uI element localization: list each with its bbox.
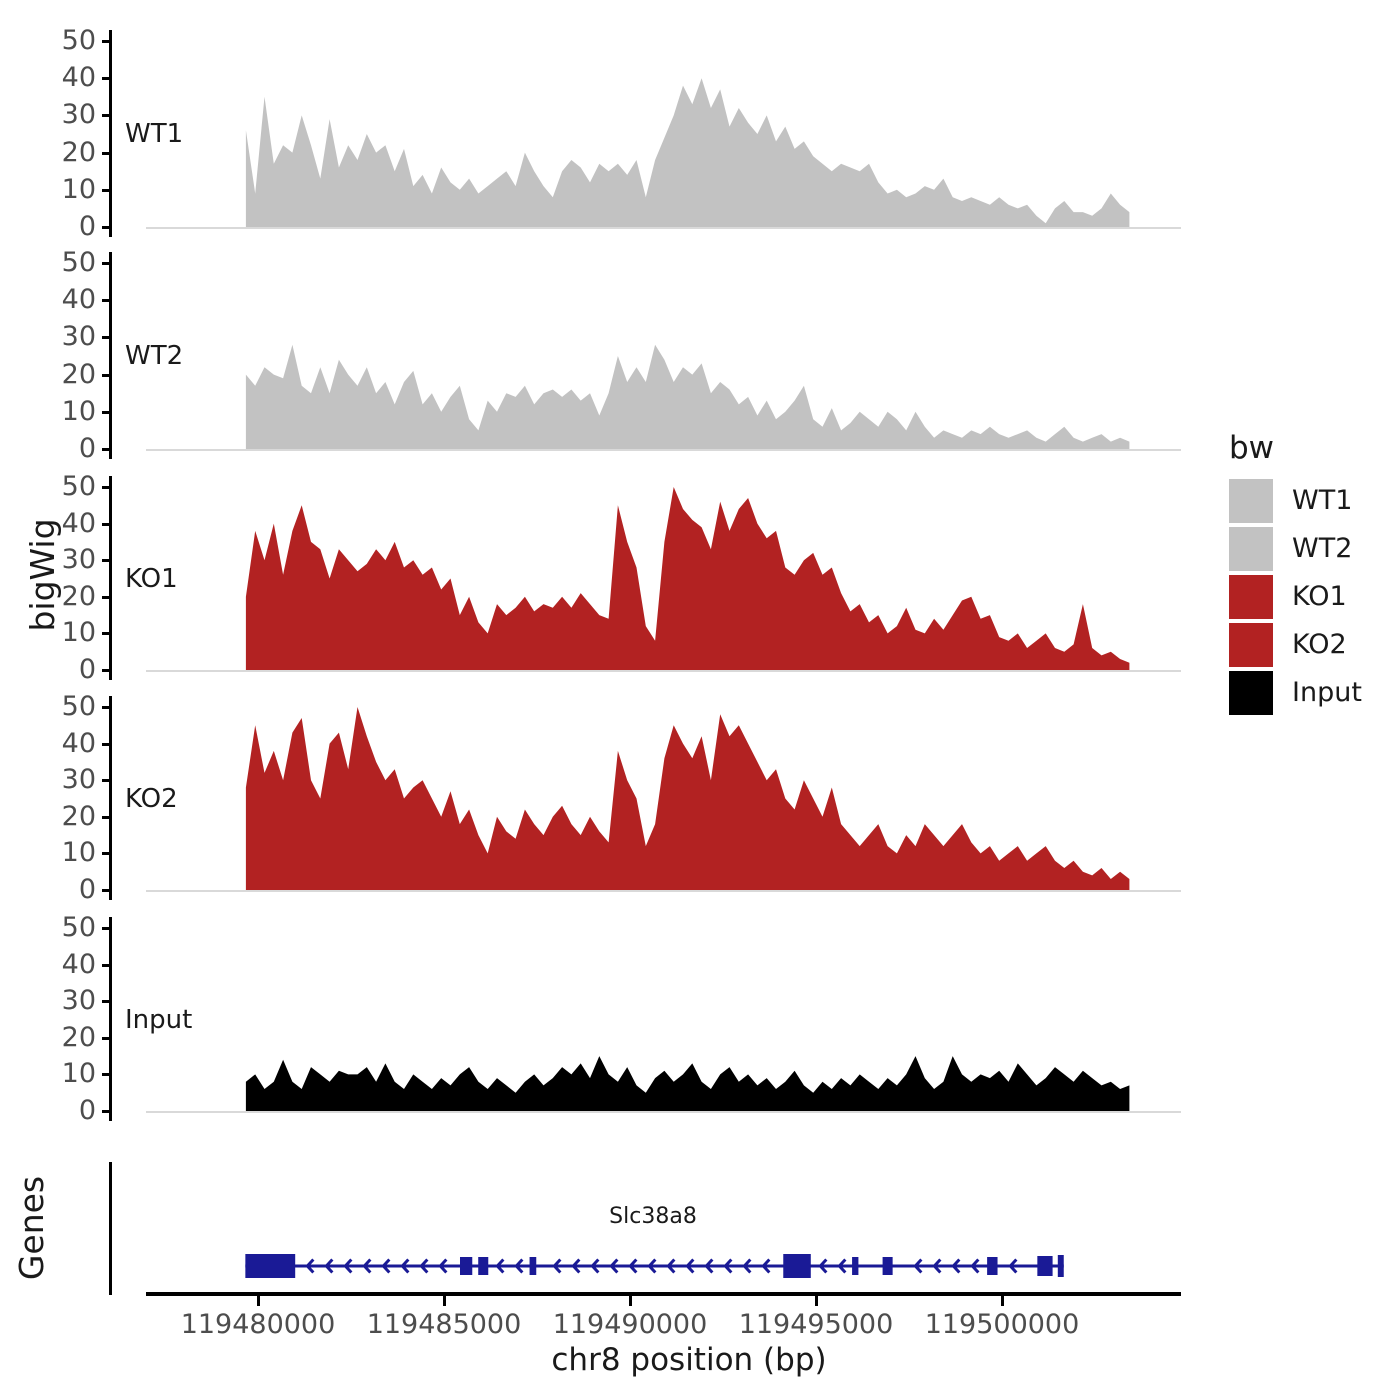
legend-key-ko1 xyxy=(1229,575,1273,619)
track-label-wt1: WT1 xyxy=(125,119,184,149)
gene-exon xyxy=(1037,1256,1052,1276)
x-tick-label: 119485000 xyxy=(366,1309,522,1340)
track-label-input: Input xyxy=(125,1004,193,1035)
y-tick-label: 0 xyxy=(78,433,96,464)
y-tick xyxy=(102,632,110,635)
y-axis-line xyxy=(109,252,112,459)
y-tick-label: 20 xyxy=(61,580,96,612)
track-label-wt2: WT2 xyxy=(125,341,184,371)
y-tick-label: 10 xyxy=(61,617,96,649)
legend-key-input xyxy=(1229,671,1273,715)
x-tick xyxy=(815,1296,818,1306)
y-tick xyxy=(102,927,110,930)
legend-item-label: WT1 xyxy=(1292,485,1353,516)
y-tick-label: 50 xyxy=(61,691,96,722)
y-tick-label: 0 xyxy=(78,654,96,685)
y-tick-label: 40 xyxy=(61,727,96,759)
y-tick xyxy=(102,964,110,967)
y-tick-label: 30 xyxy=(61,764,96,796)
coverage-area-ko2 xyxy=(140,707,1181,892)
y-axis-title: bigWig xyxy=(23,518,62,632)
y-tick xyxy=(102,77,110,80)
y-tick-label: 20 xyxy=(61,358,96,390)
y-tick xyxy=(102,852,110,855)
area-polygon-wt2 xyxy=(246,345,1130,449)
y-tick xyxy=(102,152,110,155)
y-tick xyxy=(102,559,110,562)
y-tick-label: 50 xyxy=(61,912,96,943)
gene-exon xyxy=(245,1254,295,1278)
y-tick-label: 40 xyxy=(61,62,96,94)
y-axis-line xyxy=(109,696,112,900)
y-tick-label: 30 xyxy=(61,544,96,576)
legend-item-label: Input xyxy=(1292,677,1362,708)
area-polygon-input xyxy=(246,1056,1130,1111)
y-axis-line xyxy=(109,476,112,680)
x-axis-line xyxy=(146,1292,1181,1296)
y-tick xyxy=(102,411,110,414)
y-tick-label: 0 xyxy=(78,1095,96,1126)
legend-title: bw xyxy=(1229,430,1275,466)
gene-exon xyxy=(460,1257,472,1275)
y-tick-label: 30 xyxy=(61,99,96,131)
y-tick xyxy=(102,374,110,377)
x-tick xyxy=(1001,1296,1004,1306)
y-tick xyxy=(102,816,110,819)
legend-item-label: WT2 xyxy=(1292,533,1353,564)
y-tick-label: 0 xyxy=(78,874,96,905)
y-tick xyxy=(102,448,110,451)
y-tick-label: 20 xyxy=(61,1021,96,1053)
genes-axis-title: Genes xyxy=(12,1175,51,1281)
area-polygon-ko2 xyxy=(246,707,1130,890)
x-tick-label: 119480000 xyxy=(180,1309,336,1340)
y-tick-label: 40 xyxy=(61,507,96,539)
gene-exon xyxy=(783,1254,811,1278)
gene-exon xyxy=(852,1257,858,1275)
y-tick xyxy=(102,669,110,672)
legend-key-ko2 xyxy=(1229,623,1273,667)
y-tick xyxy=(102,779,110,782)
coverage-area-wt2 xyxy=(140,263,1181,451)
y-tick xyxy=(102,523,110,526)
gene-exon xyxy=(883,1257,893,1275)
y-tick xyxy=(102,1110,110,1113)
x-axis-title: chr8 position (bp) xyxy=(551,1342,827,1378)
x-tick xyxy=(629,1296,632,1306)
coverage-area-wt1 xyxy=(140,41,1181,229)
gene-exon xyxy=(1058,1255,1064,1277)
gene-exon xyxy=(987,1257,997,1275)
y-tick xyxy=(102,299,110,302)
y-tick xyxy=(102,189,110,192)
legend-item-label: KO1 xyxy=(1292,581,1347,612)
y-tick xyxy=(102,1000,110,1003)
y-tick-label: 0 xyxy=(78,211,96,242)
track-label-ko2: KO2 xyxy=(125,783,178,814)
y-tick-label: 10 xyxy=(61,173,96,205)
y-tick xyxy=(102,336,110,339)
y-tick xyxy=(102,40,110,43)
track-label-ko1: KO1 xyxy=(125,563,178,594)
legend-item-label: KO2 xyxy=(1292,629,1347,660)
y-tick-label: 40 xyxy=(61,948,96,980)
y-tick-label: 50 xyxy=(61,471,96,502)
y-tick xyxy=(102,889,110,892)
y-tick-label: 40 xyxy=(61,284,96,316)
legend-key-wt1 xyxy=(1229,479,1273,523)
legend-key-wt2 xyxy=(1229,527,1273,571)
x-tick xyxy=(257,1296,260,1306)
y-tick xyxy=(102,114,110,117)
y-tick xyxy=(102,743,110,746)
x-tick-label: 119490000 xyxy=(552,1309,708,1340)
y-tick xyxy=(102,262,110,265)
y-tick-label: 30 xyxy=(61,321,96,353)
y-tick-label: 10 xyxy=(61,837,96,869)
area-polygon-wt1 xyxy=(246,78,1130,227)
y-axis-line xyxy=(109,917,112,1121)
y-tick xyxy=(102,1037,110,1040)
y-tick-label: 50 xyxy=(61,247,96,278)
x-tick-label: 119500000 xyxy=(924,1309,1080,1340)
y-tick-label: 10 xyxy=(61,1058,96,1090)
y-tick xyxy=(102,596,110,599)
y-tick xyxy=(102,706,110,709)
y-tick-label: 10 xyxy=(61,395,96,427)
y-tick xyxy=(102,226,110,229)
x-tick xyxy=(443,1296,446,1306)
gene-y-axis-line xyxy=(109,1162,112,1295)
y-tick xyxy=(102,486,110,489)
y-tick xyxy=(102,1073,110,1076)
gene-exon xyxy=(478,1257,488,1275)
x-tick-label: 119495000 xyxy=(738,1309,894,1340)
y-tick-label: 50 xyxy=(61,25,96,56)
gene-name-label: Slc38a8 xyxy=(609,1204,697,1229)
gene-exon xyxy=(530,1257,537,1275)
y-tick-label: 20 xyxy=(61,136,96,168)
y-tick-label: 20 xyxy=(61,800,96,832)
gene-intron-line xyxy=(245,1265,1063,1268)
y-axis-line xyxy=(109,30,112,237)
y-tick-label: 30 xyxy=(61,985,96,1017)
gene-model xyxy=(140,1242,1181,1294)
coverage-area-input xyxy=(140,928,1181,1113)
area-polygon-ko1 xyxy=(246,487,1130,670)
coverage-area-ko1 xyxy=(140,487,1181,672)
